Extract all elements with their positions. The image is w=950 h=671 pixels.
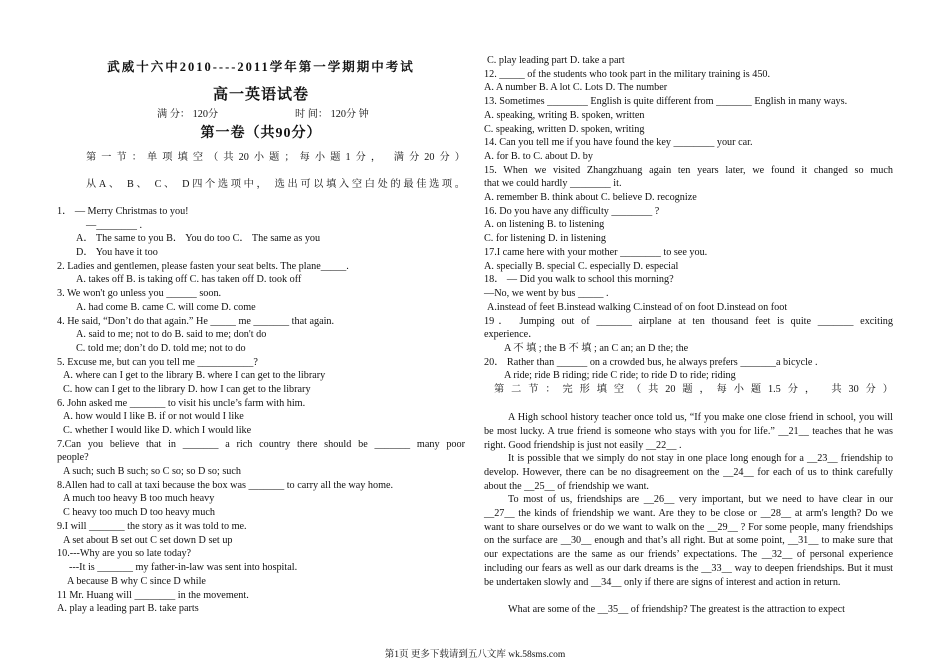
option-line: A. for B. to C. about D. by — [484, 151, 593, 162]
passage-paragraph: A High school history teacher once told us, “If you make one close friend in school, you will be most lucky. A true friend is someone who stays with you for life.” __21__ teaches that he was right. Good friendship is just not easily __22__ . — [484, 412, 893, 451]
option-line: A ride; ride B riding; ride C ride; to ride D to ride; riding — [504, 370, 736, 381]
part-one-heading: 第一卷（共90分） — [200, 126, 322, 141]
passage-paragraph: To most of us, friendships are __26__ very important, but we need to have clear in our __27__ the kinds of friendship we want. Are they to be close or __28__ at arm's length? Do we want to share ourselves or do we want to walk on the __29__ ? For some people, many friendships on the surface are __30__ enough and that’s all right. But at some point, __31__ to make sure that our expectations are the same as our friends’ expectations. The __32__ of personal experience including our fears as well as our dark dreams is the __33__ way to deepen friendships. But it must be undertaken slowly and __34__ only if there are signs of interest and action in return. — [484, 494, 893, 588]
option-line: A set about B set out C set down D set up — [63, 535, 233, 546]
question-line: 12. _____ of the students who took part in the military training is 450. — [484, 69, 771, 80]
option-line: A. play a leading part B. take parts — [57, 603, 199, 614]
question-line: 9.I will _______ the story as it was told to me. — [57, 521, 247, 532]
question-line: 11 Mr. Huang will ________ in the movement. — [57, 590, 249, 601]
question-line: 14. Can you tell me if you have found the key ________ your car. — [484, 137, 753, 148]
option-line: A. on listening B. to listening — [484, 219, 605, 230]
option-line: A such; such B such; so C so; so D so; such — [63, 466, 242, 477]
question-line: 15. When we visited Zhangzhuang again ten years later, we found it changed so much — [484, 165, 893, 176]
option-line: A. said to me; not to do B. said to me; don't do — [76, 329, 267, 340]
question-line: 1． — Merry Christmas to you! — [57, 206, 189, 217]
option-line: A.instead of feet B.instead walking C.instead of on foot D.instead on foot — [487, 302, 788, 313]
question-line: —No, we went by bus _____ . — [484, 288, 609, 299]
passage-paragraph: It is possible that we simply do not stay in one place long enough for a __23__ friendship to develop. However, there can be no disagreement on the __24__ for each of us to think carefully about the __25__ of friendship we want. — [484, 453, 893, 492]
score-info: 满 分： 120分 — [157, 109, 219, 120]
option-line: A. remember B. think about C. believe D. recognize — [484, 192, 697, 203]
question-line: 19． Jumping out of _______ airplane at ten thousand feet is quite _______ exciting — [484, 316, 893, 327]
question-line: 17.I came here with your mother ________ to see you. — [484, 247, 708, 258]
option-line: D． You have it too — [76, 247, 158, 258]
option-line: A. specially B. special C. especially D. especial — [484, 261, 679, 272]
question-line: 10.---Why are you so late today? — [57, 548, 192, 559]
time-info: 时 间： 120分 钟 — [295, 109, 369, 120]
question-line: 8.Allen had to call at taxi because the box was _______ to carry all the way home. — [57, 480, 394, 491]
question-line: 16. Do you have any difficulty ________ ? — [484, 206, 660, 217]
question-line: 7.Can you believe that in _______ a rich country there should be _______ many poor — [57, 439, 465, 450]
option-line: A． The same to you B． You do too C． The same as you — [76, 233, 321, 244]
question-line: experience． — [484, 329, 539, 340]
question-line: 5. Excuse me, but can you tell me ___________? — [57, 357, 258, 368]
question-line: 20． Rather than ______ on a crowded bus, he always prefers _______a bicycle . — [484, 357, 818, 368]
question-line: 3. We won't go unless you ______ soon. — [57, 288, 222, 299]
passage-paragraph: What are some of the __35__ of friendship? The greatest is the attraction to expect — [508, 604, 846, 615]
option-line: A 不 填 ; the B 不 填 ; an C an; an D the; the — [504, 343, 689, 354]
question-line: 13. Sometimes ________ English is quite different from _______ English in many ways. — [484, 96, 848, 107]
question-line: that we could hardly ________ it. — [484, 178, 622, 189]
option-line: A. where can I get to the library B. where I can get to the library — [63, 370, 326, 381]
option-line: A. how would I like B. if or not would I like — [63, 411, 244, 422]
page-footer: 第1页 更多下载请到五八文库 wk.58sms.com — [384, 650, 566, 660]
option-line: A. had come B. came C. will come D. come — [76, 302, 256, 313]
question-line: —________ . — [86, 220, 143, 231]
option-line: C. play leading part D. take a part — [487, 55, 625, 66]
question-line: people? — [57, 452, 89, 463]
question-line: ---It is _______ my father-in-law was sent into hospital. — [69, 562, 298, 573]
option-line: C. told me; don’t do D. told me; not to do — [76, 343, 246, 354]
option-line: C. whether I would like D. which I would like — [63, 425, 252, 436]
option-line: C heavy too much D too heavy much — [63, 507, 215, 518]
option-line: C. speaking, written D. spoken, writing — [484, 124, 645, 135]
option-line: A. speaking, writing B. spoken, written — [484, 110, 645, 121]
question-line: 18． — Did you walk to school this morning? — [484, 274, 674, 285]
question-line: 4. He said, “Don’t do that again.” He _____ me _______ that again. — [57, 316, 335, 327]
option-line: C. how can I get to the library D. how I can get to the library — [63, 384, 311, 395]
option-line: A because B why C since D while — [67, 576, 206, 587]
option-line: A much too heavy B too much heavy — [63, 493, 215, 504]
exam-subtitle: 高一英语试卷 — [212, 87, 309, 103]
question-line: 6. John asked me _______ to visit his uncle’s farm with him. — [57, 398, 306, 409]
section-one-instruction: 从A、 B、 C、 D四个选项中， 选出可以填入空白处的最佳选项。 — [86, 179, 465, 190]
exam-title: 武威十六中2010----2011学年第一学期期中考试 — [107, 60, 415, 74]
question-line: 2. Ladies and gentlemen, please fasten your seat belts. The plane_____. — [57, 261, 349, 272]
section-two-heading: 第二节：完形填空（共20题，每小题1.5分， 共30分） — [494, 384, 893, 395]
option-line: A. A number B. A lot C. Lots D. The number — [484, 82, 668, 93]
section-one-heading: 第一节：单项填空（共20小题；每小题1分， 满分20分） — [86, 152, 465, 163]
option-line: A. takes off B. is taking off C. has taken off D. took off — [76, 274, 302, 285]
option-line: C. for listening D. in listening — [484, 233, 606, 244]
